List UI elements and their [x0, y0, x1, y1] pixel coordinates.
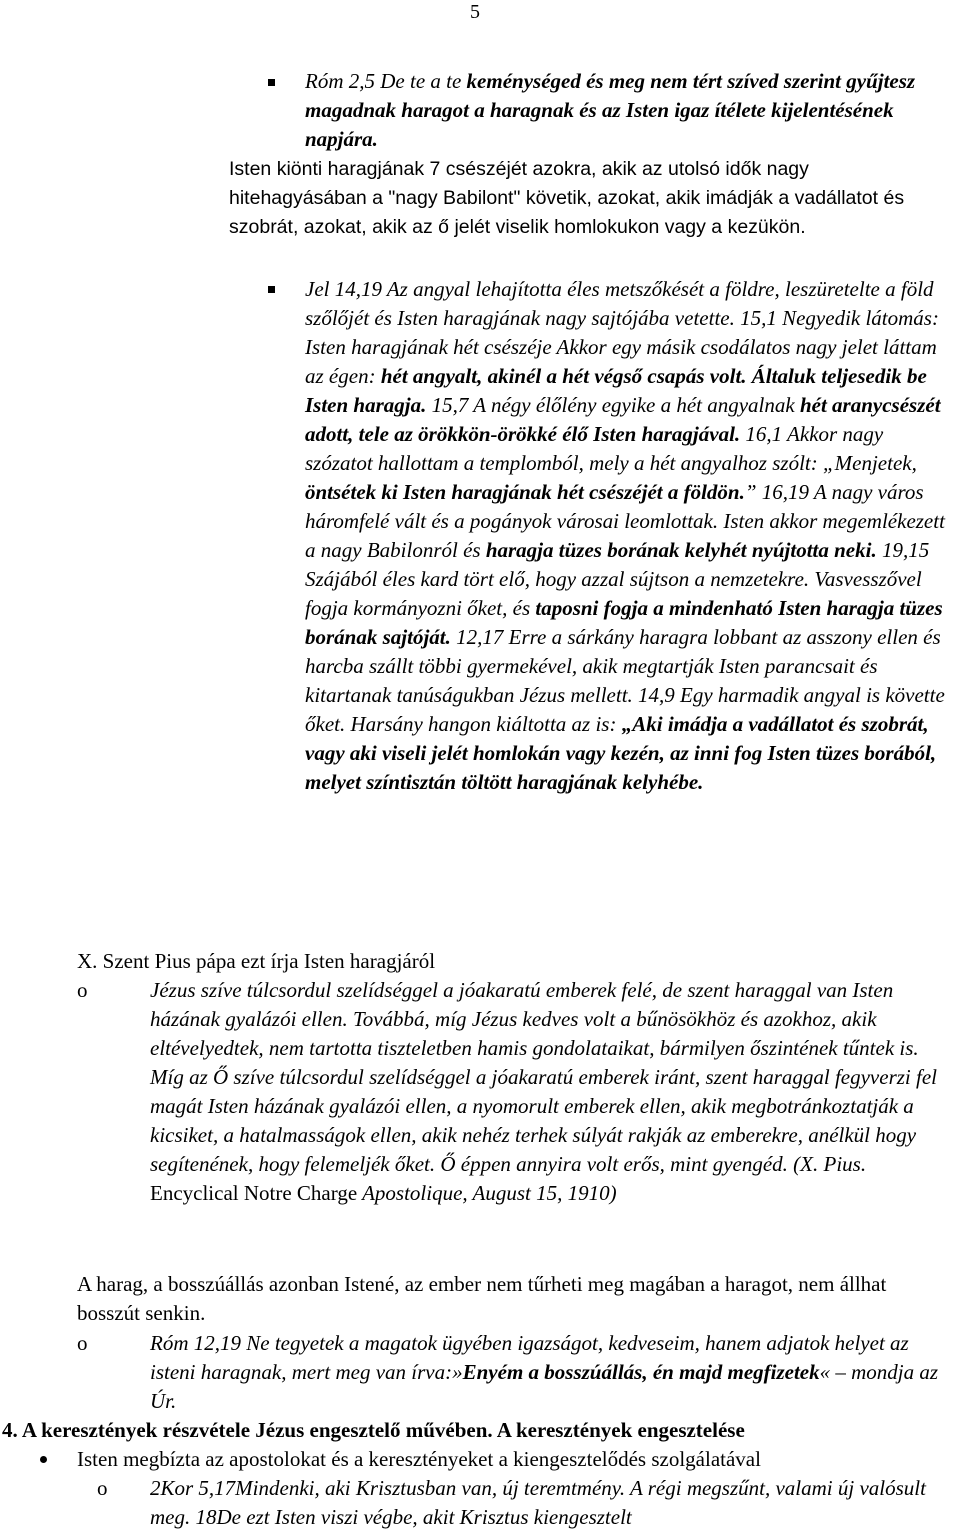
rom-12-19-text: Róm 12,19 Ne tegyetek a magatok ügyében igazságot, kedveseim, hanem adjatok helyet az isteni haragnak, mert meg van írva:» [150, 1331, 909, 1384]
rev-bold-3: öntsétek ki Isten haragjának hét csészéjét a földön. [305, 480, 745, 504]
bullet-rom-2-5 [305, 67, 930, 154]
paragraph-vengeance: A harag, a bosszúállás azonban Istené, az ember nem tűrheti meg magában a haragot, nem állhat bosszút senkin. [77, 1272, 887, 1325]
section-heading-pius-x: X. Szent Pius pápa ezt írja Isten haragjáról [77, 949, 436, 973]
pius-quote [150, 976, 940, 1208]
rev-bold-4: haragja tüzes borának kelyhét nyújtotta neki. [485, 538, 877, 562]
kor-5-17-quote: 2Kor 5,17Mindenki, aki Krisztusban van, új teremtmény. A régi megszűnt, valami új valósult meg. 18De ezt Isten viszi végbe, akit Krisztus kiengesztelt [150, 1476, 926, 1529]
bullet-revelation-quotes [305, 275, 955, 797]
rev-text-3: 16,1 Akkor nagy szózatot hallottam a templomból, mely a hét angyalhoz szólt: „Menjetek, [305, 422, 917, 475]
circle-bullet-icon: o [77, 1331, 88, 1355]
rev-text-1: Jel 14,19 Az angyal lehajította éles metszőkését a földre, leszüretelte a föld szőlőjét és Isten haragjának nagy sajtójába vetette. 15,1 Negyedik látomás: Isten haragjának hét csészéje Akkor egy másik csodálatos nagy jelet láttam az égen: [305, 277, 939, 388]
rev-text-2: 15,7 A négy élőlény egyike a hét angyalnak [426, 393, 800, 417]
rom-12-19-end: « – mondja az Úr. [150, 1360, 939, 1413]
rev-text-6: 12,17 Erre a sárkány haragra lobbant az asszony ellen és harcba szállt többi gyermekével, akik megtartják Isten parancsait és kitartanak tanúságukban Jézus mellett. 14,9 Egy harmadik angyal is követte őket. Harsány hangon kiáltotta az is: [305, 625, 945, 736]
round-bullet-icon [40, 1456, 47, 1463]
rev-bold-6: „Aki imádja a vadállatot és szobrát, vagy aki viseli jelét homlokán vagy kezén, az inni fog Isten tüzes borából, melyet színtisztán töltött haragjának kelyhébe. [305, 712, 937, 794]
bullet-rom-2-5-bold: keménységed és meg nem tért szíved szerint gyűjtesz magadnak haragot a haragnak és az Isten igaz ítélete kijelentésének napjára. [305, 69, 916, 151]
bullet-apostles: Isten megbízta az apostolokat és a keresztényeket a kiengesztelődés szolgálatával [77, 1447, 761, 1471]
circle-bullet-icon: o [77, 978, 88, 1002]
rev-text-5: 19,15 Szájából éles kard tört elő, hogy azzal sújtson a nemzetekre. Vasvesszővel fogja kormányozni őket, és [305, 538, 930, 620]
rev-text-4: ” 16,19 A nagy város háromfelé vált és a pogányok városai leomlottak. Isten akkor megemlékezett a nagy Babilonról és [305, 480, 945, 562]
circle-bullet-icon: o [97, 1476, 108, 1500]
rom-12-19-quote [150, 1329, 945, 1416]
page-number: 5 [470, 1, 480, 23]
rev-bold-2: hét aranycsészét adott, tele az örökkön-örökké élő Isten haragjával. [305, 393, 941, 446]
pius-encyclical-title: Encyclical Notre Charge [150, 1181, 358, 1205]
pius-quote-source: Apostolique, August 15, 1910) [357, 1181, 617, 1205]
bullet-rom-2-5-text: Róm 2,5 De te a te [305, 69, 467, 93]
square-bullet-icon [268, 79, 275, 86]
rom-12-19-bold: Enyém a bosszúállás, én majd megfizetek [462, 1360, 820, 1384]
section-heading-4: 4. A keresztények részvétele Jézus engesztelő művében. A keresztények engesztelése [2, 1418, 745, 1442]
rev-bold-5: taposni fogja a mindenható Isten haragja tüzes borának sajtóját. [305, 596, 943, 649]
paragraph-seven-bowls: Isten kiönti haragjának 7 csészéjét azokra, akik az utolsó idők nagy hitehagyásában a "nagy Babilont" követik, azokat, akik imádják a vadállatot és szobrát, azokat, akik az ő jelét viselik homlokukon vagy a kezükön. [229, 158, 905, 238]
rev-bold-1: hét angyalt, akinél a hét végső csapás volt. Általuk teljesedik be Isten haragja. [305, 364, 927, 417]
pius-quote-text: Jézus szíve túlcsordul szelídséggel a jóakaratú emberek felé, de szent haraggal van Isten házának gyalázói ellen. Továbbá, míg Jézus kedves volt a bűnösökhöz és azokhoz, akik eltévelyedtek, nem tartotta tiszteletben hamis gondolataikat, bármilyen őszintének tűntek is. Míg az Ő szíve túlcsordul szelídséggel a jóakaratú emberek iránt, szent haraggal fegyverzi fel magát Isten házának gyalázói ellen, a nyomorult emberek ellen, akik megbotránkoztatják a kicsiket, a hatalmasságok ellen, akik nehéz terhek súlyát rakják az emberekre, anélkül hogy segítenének, hogy felemeljék őket. Ő éppen annyira volt erős, mint gyengéd. (X. Pius. [150, 978, 937, 1176]
square-bullet-icon [268, 286, 275, 293]
